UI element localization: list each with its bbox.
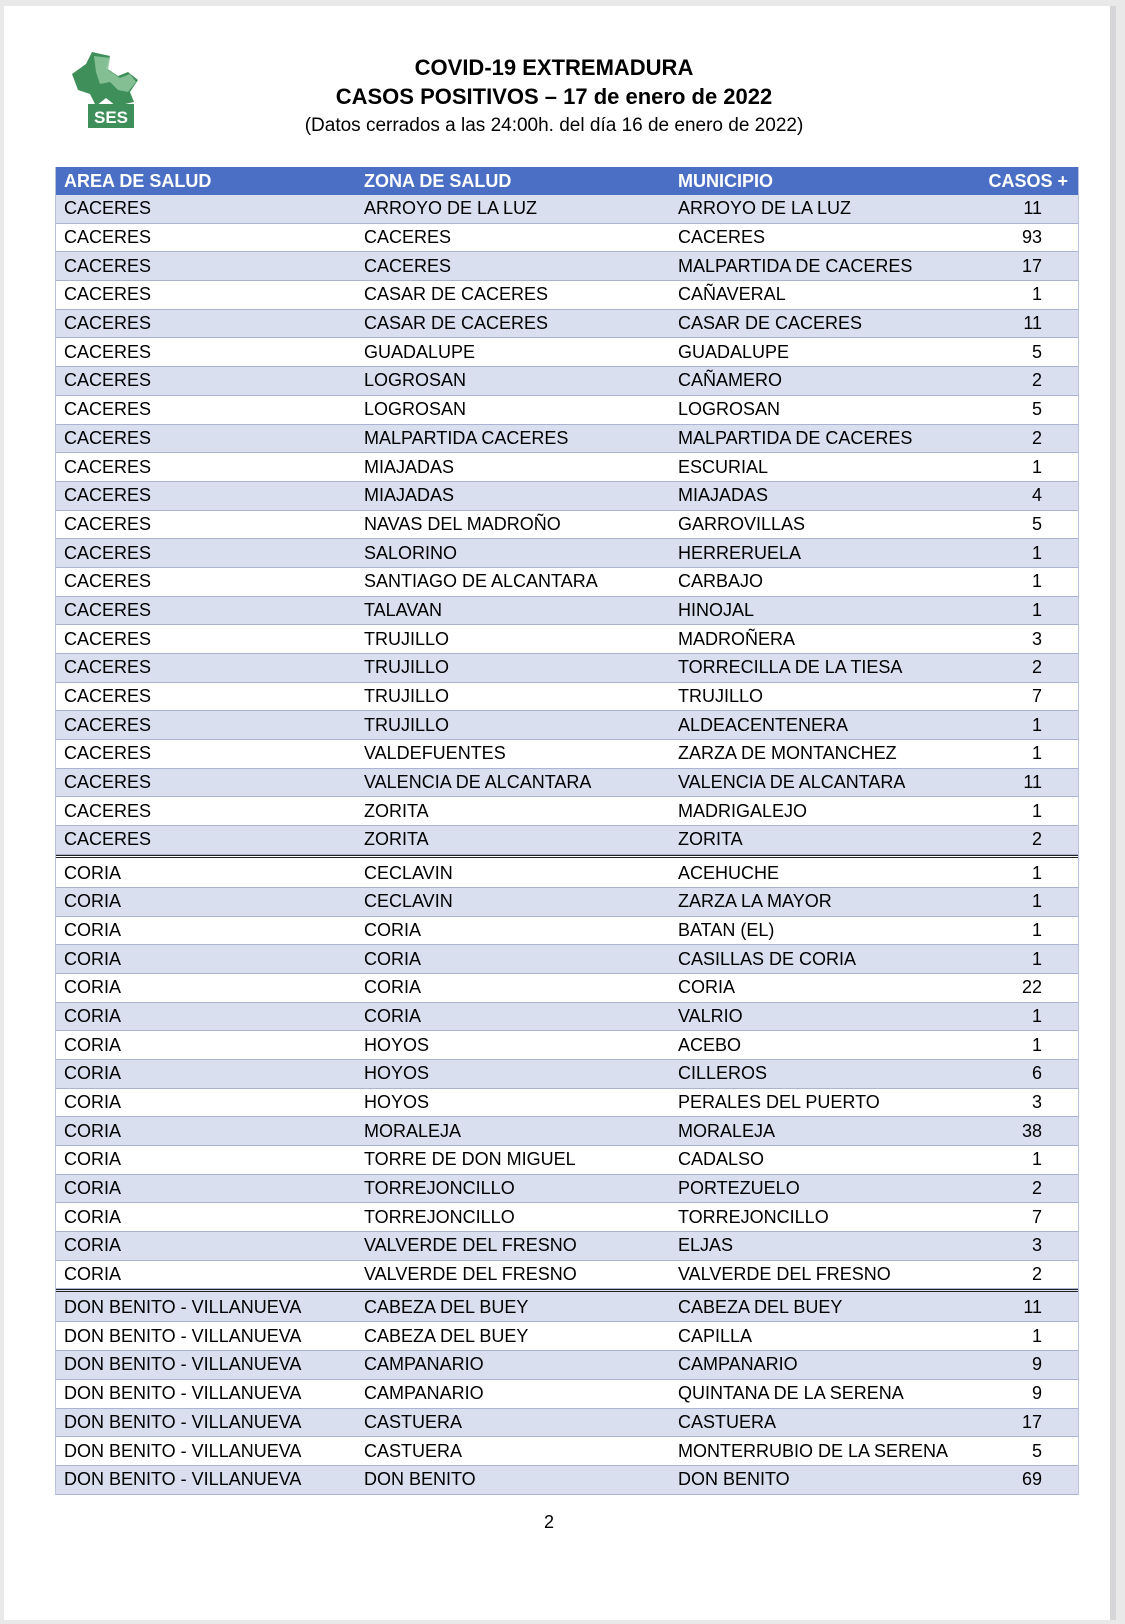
casos-cell: 69 xyxy=(1021,1469,1042,1490)
document-page xyxy=(4,6,1116,1620)
table-row xyxy=(56,511,1078,540)
table-row xyxy=(56,568,1078,597)
table-row xyxy=(56,945,1078,974)
zona-cell: TRUJILLO xyxy=(364,686,450,707)
area-cell: DON BENITO - VILLANUEVA xyxy=(64,1325,302,1346)
municipio-cell: CASTUERA xyxy=(678,1411,777,1432)
municipio-cell: CAÑAVERAL xyxy=(678,284,786,305)
zona-cell: CACERES xyxy=(364,227,452,248)
area-cell: CACERES xyxy=(64,657,152,678)
zona-cell: MORALEJA xyxy=(364,1120,462,1141)
area-cell: CORIA xyxy=(64,1206,122,1227)
zona-cell: LOGROSAN xyxy=(364,399,467,420)
table-row xyxy=(56,917,1078,946)
casos-cell: 11 xyxy=(1023,198,1042,219)
municipio-cell: CABEZA DEL BUEY xyxy=(678,1297,843,1318)
table-row xyxy=(56,482,1078,511)
municipio-cell: CADALSO xyxy=(678,1149,765,1170)
area-cell: CACERES xyxy=(64,456,152,477)
municipio-cell: ZARZA DE MONTANCHEZ xyxy=(678,743,897,764)
municipio-cell: GUADALUPE xyxy=(678,341,790,362)
casos-cell: 1 xyxy=(1031,542,1042,563)
zona-cell: MIAJADAS xyxy=(364,485,455,506)
table-row xyxy=(56,281,1078,310)
column-header-area: AREA DE SALUD xyxy=(64,170,212,191)
casos-cell: 17 xyxy=(1021,255,1042,276)
zona-cell: VALVERDE DEL FRESNO xyxy=(364,1235,577,1256)
table-row xyxy=(56,224,1078,253)
table-row xyxy=(56,740,1078,769)
document-note: (Datos cerrados a las 24:00h. del día 16 de enero de 2022) xyxy=(304,115,804,136)
zona-cell: TRUJILLO xyxy=(364,714,450,735)
municipio-cell: VALVERDE DEL FRESNO xyxy=(678,1264,891,1285)
area-cell: CACERES xyxy=(64,772,152,793)
area-cell: CACERES xyxy=(64,284,152,305)
municipio-cell: DON BENITO xyxy=(678,1469,790,1490)
municipio-cell: CASILLAS DE CORIA xyxy=(678,948,857,969)
table-row xyxy=(56,367,1078,396)
area-cell: DON BENITO - VILLANUEVA xyxy=(64,1297,302,1318)
table-row xyxy=(56,1146,1078,1175)
zona-cell: HOYOS xyxy=(364,1091,430,1112)
table-row xyxy=(56,1322,1078,1351)
zona-cell: VALDEFUENTES xyxy=(364,743,506,764)
municipio-cell: HINOJAL xyxy=(678,599,755,620)
zona-cell: CASTUERA xyxy=(364,1440,463,1461)
casos-cell: 11 xyxy=(1023,313,1042,334)
area-cell: CORIA xyxy=(64,1178,122,1199)
area-cell: CORIA xyxy=(64,862,122,883)
area-cell: DON BENITO - VILLANUEVA xyxy=(64,1354,302,1375)
area-cell: CACERES xyxy=(64,427,152,448)
municipio-cell: MALPARTIDA DE CACERES xyxy=(678,255,913,276)
area-cell: CACERES xyxy=(64,743,152,764)
municipio-cell: MADRIGALEJO xyxy=(678,800,808,821)
area-cell: CORIA xyxy=(64,1091,122,1112)
casos-cell: 1 xyxy=(1031,919,1042,940)
area-cell: CACERES xyxy=(64,714,152,735)
zona-cell: CABEZA DEL BUEY xyxy=(364,1325,529,1346)
table-row xyxy=(56,453,1078,482)
zona-cell: NAVAS DEL MADROÑO xyxy=(364,513,561,534)
zona-cell: MIAJADAS xyxy=(364,456,455,477)
page-edge xyxy=(1110,6,1116,1620)
casos-cell: 5 xyxy=(1031,399,1042,420)
casos-cell: 1 xyxy=(1031,571,1042,592)
casos-cell: 2 xyxy=(1031,829,1042,850)
casos-cell: 9 xyxy=(1031,1354,1042,1375)
casos-cell: 1 xyxy=(1031,1149,1042,1170)
area-cell: CORIA xyxy=(64,919,122,940)
area-cell: CORIA xyxy=(64,1235,122,1256)
table-row xyxy=(56,539,1078,568)
municipio-cell: CORIA xyxy=(678,977,736,998)
casos-cell: 1 xyxy=(1031,1005,1042,1026)
municipio-cell: ACEHUCHE xyxy=(678,862,780,883)
area-cell: CORIA xyxy=(64,948,122,969)
table-row xyxy=(56,855,1078,888)
casos-cell: 1 xyxy=(1031,1325,1042,1346)
municipio-cell: MORALEJA xyxy=(678,1120,776,1141)
zona-cell: CAMPANARIO xyxy=(364,1354,484,1375)
casos-cell: 3 xyxy=(1031,1091,1042,1112)
zona-cell: ZORITA xyxy=(364,829,429,850)
municipio-cell: ZORITA xyxy=(678,829,743,850)
casos-cell: 3 xyxy=(1031,1235,1042,1256)
casos-cell: 2 xyxy=(1031,1178,1042,1199)
zona-cell: CACERES xyxy=(364,255,452,276)
area-cell: CORIA xyxy=(64,891,122,912)
zona-cell: ARROYO DE LA LUZ xyxy=(364,198,538,219)
casos-cell: 1 xyxy=(1031,948,1042,969)
area-cell: CACERES xyxy=(64,800,152,821)
zona-cell: TORREJONCILLO xyxy=(364,1178,515,1199)
municipio-cell: CASAR DE CACERES xyxy=(678,313,863,334)
casos-cell: 1 xyxy=(1031,743,1042,764)
municipio-cell: ESCURIAL xyxy=(678,456,769,477)
table-row xyxy=(56,769,1078,798)
municipio-cell: ACEBO xyxy=(678,1034,742,1055)
casos-cell: 17 xyxy=(1021,1411,1042,1432)
municipio-cell: BATAN (EL) xyxy=(678,919,775,940)
area-cell: CACERES xyxy=(64,370,152,391)
zona-cell: GUADALUPE xyxy=(364,341,476,362)
casos-cell: 7 xyxy=(1031,1206,1042,1227)
table-row xyxy=(56,310,1078,339)
casos-cell: 22 xyxy=(1021,977,1042,998)
area-cell: CACERES xyxy=(64,255,152,276)
municipio-cell: CAMPANARIO xyxy=(678,1354,798,1375)
area-cell: CACERES xyxy=(64,686,152,707)
casos-cell: 2 xyxy=(1031,370,1042,391)
municipio-cell: TORREJONCILLO xyxy=(678,1206,829,1227)
zona-cell: CABEZA DEL BUEY xyxy=(364,1297,529,1318)
casos-cell: 5 xyxy=(1031,513,1042,534)
zona-cell: DON BENITO xyxy=(364,1469,476,1490)
table-row xyxy=(56,1437,1078,1466)
column-header-zona: ZONA DE SALUD xyxy=(364,170,512,191)
table-row xyxy=(56,1060,1078,1089)
area-cell: CORIA xyxy=(64,1120,122,1141)
area-cell: CACERES xyxy=(64,513,152,534)
table-row xyxy=(56,1175,1078,1204)
municipio-cell: PORTEZUELO xyxy=(678,1178,800,1199)
municipio-cell: ALDEACENTENERA xyxy=(678,714,849,735)
municipio-cell: CILLEROS xyxy=(678,1063,768,1084)
table-row xyxy=(56,396,1078,425)
table-row xyxy=(56,338,1078,367)
table-row xyxy=(56,1117,1078,1146)
zona-cell: TORRE DE DON MIGUEL xyxy=(364,1149,576,1170)
casos-cell: 38 xyxy=(1021,1120,1042,1141)
casos-cell: 1 xyxy=(1031,891,1042,912)
municipio-cell: MADROÑERA xyxy=(678,628,796,649)
municipio-cell: LOGROSAN xyxy=(678,399,781,420)
table-row xyxy=(56,1466,1078,1495)
casos-cell: 3 xyxy=(1031,628,1042,649)
casos-cell: 2 xyxy=(1031,657,1042,678)
area-cell: CACERES xyxy=(64,198,152,219)
zona-cell: CAMPANARIO xyxy=(364,1383,484,1404)
casos-cell: 6 xyxy=(1031,1063,1042,1084)
area-cell: DON BENITO - VILLANUEVA xyxy=(64,1469,302,1490)
zona-cell: TORREJONCILLO xyxy=(364,1206,515,1227)
table-row xyxy=(56,1089,1078,1118)
casos-cell: 7 xyxy=(1031,686,1042,707)
table-row xyxy=(56,1380,1078,1409)
zona-cell: LOGROSAN xyxy=(364,370,467,391)
zona-cell: CECLAVIN xyxy=(364,891,453,912)
table-row xyxy=(56,1003,1078,1032)
area-cell: CORIA xyxy=(64,1149,122,1170)
municipio-cell: CACERES xyxy=(678,227,766,248)
document-title: COVID-19 EXTREMADURA xyxy=(414,55,694,80)
table-row xyxy=(56,252,1078,281)
municipio-cell: ARROYO DE LA LUZ xyxy=(678,198,852,219)
municipio-cell: ELJAS xyxy=(678,1235,734,1256)
table-header-row xyxy=(56,167,1078,195)
casos-cell: 1 xyxy=(1031,456,1042,477)
zona-cell: TRUJILLO xyxy=(364,657,450,678)
zona-cell: CASAR DE CACERES xyxy=(364,284,549,305)
municipio-cell: VALRIO xyxy=(678,1005,743,1026)
municipio-cell: MIAJADAS xyxy=(678,485,769,506)
document-subtitle: CASOS POSITIVOS – 17 de enero de 2022 xyxy=(335,84,773,109)
municipio-cell: TORRECILLA DE LA TIESA xyxy=(678,657,903,678)
zona-cell: SALORINO xyxy=(364,542,458,563)
area-cell: CACERES xyxy=(64,542,152,563)
area-cell: CACERES xyxy=(64,571,152,592)
table-row xyxy=(56,1289,1078,1322)
table-row xyxy=(56,797,1078,826)
casos-cell: 2 xyxy=(1031,1264,1042,1285)
zona-cell: CORIA xyxy=(364,919,422,940)
area-cell: CACERES xyxy=(64,628,152,649)
table-row xyxy=(56,974,1078,1003)
zona-cell: CECLAVIN xyxy=(364,862,453,883)
table-row xyxy=(56,1232,1078,1261)
table-row xyxy=(56,195,1078,224)
area-cell: CACERES xyxy=(64,341,152,362)
municipio-cell: PERALES DEL PUERTO xyxy=(678,1091,880,1112)
casos-cell: 1 xyxy=(1031,1034,1042,1055)
casos-cell: 1 xyxy=(1031,714,1042,735)
zona-cell: TRUJILLO xyxy=(364,628,450,649)
municipio-cell: CARBAJO xyxy=(678,571,764,592)
municipio-cell: QUINTANA DE LA SERENA xyxy=(678,1383,904,1404)
zona-cell: CORIA xyxy=(364,977,422,998)
municipio-cell: TRUJILLO xyxy=(678,686,764,707)
zona-cell: VALVERDE DEL FRESNO xyxy=(364,1264,577,1285)
area-cell: CACERES xyxy=(64,599,152,620)
casos-cell: 9 xyxy=(1031,1383,1042,1404)
area-cell: CACERES xyxy=(64,485,152,506)
page-number: 2 xyxy=(543,1512,554,1532)
area-cell: CACERES xyxy=(64,227,152,248)
zona-cell: ZORITA xyxy=(364,800,429,821)
table-row xyxy=(56,1031,1078,1060)
zona-cell: MALPARTIDA CACERES xyxy=(364,427,569,448)
area-cell: CACERES xyxy=(64,829,152,850)
area-cell: DON BENITO - VILLANUEVA xyxy=(64,1440,302,1461)
municipio-cell: MALPARTIDA DE CACERES xyxy=(678,427,913,448)
table-row xyxy=(56,625,1078,654)
column-header-municipio: MUNICIPIO xyxy=(678,170,774,191)
casos-cell: 2 xyxy=(1031,427,1042,448)
municipio-cell: CAPILLA xyxy=(678,1325,753,1346)
area-cell: DON BENITO - VILLANUEVA xyxy=(64,1383,302,1404)
logo-text: SES xyxy=(93,108,129,127)
table-row xyxy=(56,683,1078,712)
municipio-cell: MONTERRUBIO DE LA SERENA xyxy=(678,1440,949,1461)
zona-cell: CASTUERA xyxy=(364,1411,463,1432)
area-cell: CORIA xyxy=(64,1005,122,1026)
table-row xyxy=(56,597,1078,626)
municipio-cell: CAÑAMERO xyxy=(678,370,783,391)
casos-cell: 1 xyxy=(1031,800,1042,821)
area-cell: CACERES xyxy=(64,313,152,334)
zona-cell: CORIA xyxy=(364,1005,422,1026)
table-row xyxy=(56,1351,1078,1380)
area-cell: CORIA xyxy=(64,1264,122,1285)
table-row xyxy=(56,1409,1078,1438)
table-row xyxy=(56,1203,1078,1232)
casos-cell: 93 xyxy=(1021,227,1042,248)
municipio-cell: VALENCIA DE ALCANTARA xyxy=(678,772,906,793)
cases-table xyxy=(55,167,1079,1495)
table-row xyxy=(56,1261,1078,1290)
casos-cell: 5 xyxy=(1031,341,1042,362)
zona-cell: TALAVAN xyxy=(364,599,443,620)
area-cell: CORIA xyxy=(64,977,122,998)
casos-cell: 11 xyxy=(1023,1297,1042,1318)
area-cell: CORIA xyxy=(64,1034,122,1055)
table-row xyxy=(56,711,1078,740)
zona-cell: SANTIAGO DE ALCANTARA xyxy=(364,571,598,592)
municipio-cell: HERRERUELA xyxy=(678,542,802,563)
area-cell: DON BENITO - VILLANUEVA xyxy=(64,1411,302,1432)
municipio-cell: ZARZA LA MAYOR xyxy=(678,891,832,912)
zona-cell: HOYOS xyxy=(364,1034,430,1055)
area-cell: CORIA xyxy=(64,1063,122,1084)
zona-cell: VALENCIA DE ALCANTARA xyxy=(364,772,592,793)
area-cell: CACERES xyxy=(64,399,152,420)
casos-cell: 4 xyxy=(1031,485,1042,506)
casos-cell: 5 xyxy=(1031,1440,1042,1461)
zona-cell: HOYOS xyxy=(364,1063,430,1084)
zona-cell: CORIA xyxy=(364,948,422,969)
table-row xyxy=(56,826,1078,855)
table-row xyxy=(56,425,1078,454)
casos-cell: 11 xyxy=(1023,772,1042,793)
ses-logo xyxy=(66,46,158,138)
municipio-cell: GARROVILLAS xyxy=(678,513,806,534)
document-header xyxy=(304,54,804,140)
casos-cell: 1 xyxy=(1031,862,1042,883)
table-row xyxy=(56,654,1078,683)
casos-cell: 1 xyxy=(1031,599,1042,620)
table-row xyxy=(56,888,1078,917)
column-header-casos: CASOS + xyxy=(988,170,1068,191)
zona-cell: CASAR DE CACERES xyxy=(364,313,549,334)
casos-cell: 1 xyxy=(1031,284,1042,305)
